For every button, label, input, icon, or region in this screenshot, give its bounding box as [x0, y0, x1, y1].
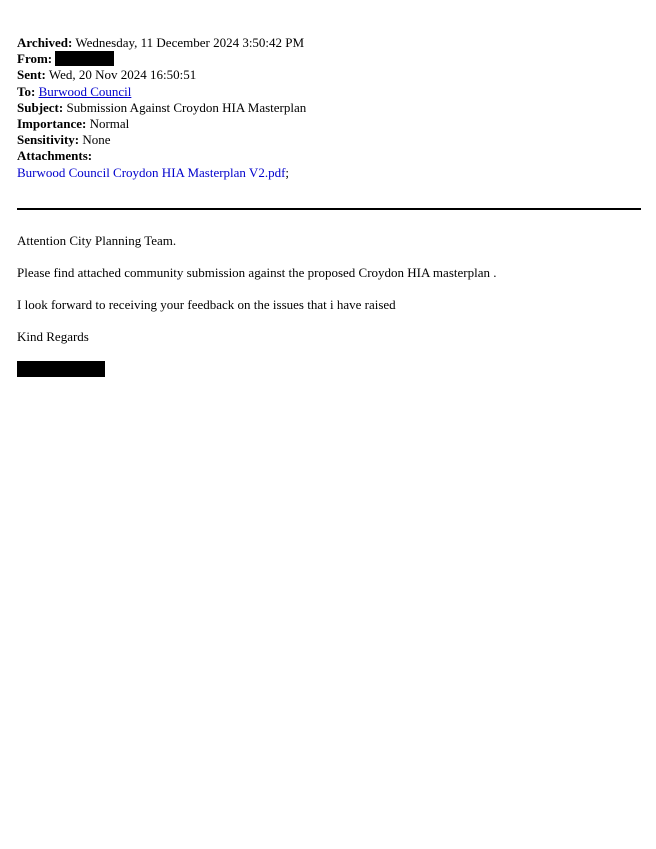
importance-value: Normal: [89, 116, 130, 132]
archived-row: [17, 35, 637, 51]
importance-label: Importance:: [17, 116, 87, 132]
sensitivity-value: None: [82, 132, 111, 148]
sent-value: Wed, 20 Nov 2024 16:50:51: [48, 67, 197, 83]
attachment-separator: ;: [285, 164, 290, 180]
closing-text: Kind Regards: [17, 329, 89, 344]
paragraph-1: Please find attached community submission against the proposed Croydon HIA masterplan .: [17, 265, 497, 280]
paragraph-2: I look forward to receiving your feedback on the issues that i have raised: [17, 297, 396, 312]
signature-redaction: [17, 361, 105, 377]
attachment-link[interactable]: Burwood Council Croydon HIA Masterplan V2.pdf: [17, 164, 286, 180]
sent-label: Sent:: [17, 67, 46, 83]
archived-label: Archived:: [17, 35, 73, 50]
to-row: [17, 84, 637, 100]
attachments-row: [17, 148, 637, 164]
header-divider: [17, 208, 641, 210]
to-recipient-link[interactable]: Burwood Council: [38, 83, 132, 99]
attachments-label: Attachments:: [17, 148, 93, 164]
subject-row: [17, 100, 637, 116]
subject-value: Submission Against Croydon HIA Masterplan: [66, 99, 307, 115]
to-label: To:: [17, 83, 36, 99]
sent-row: [17, 67, 637, 83]
attachment-list: [17, 165, 637, 181]
from-row: [17, 51, 637, 67]
email-header: [17, 35, 637, 181]
from-label: From:: [17, 51, 53, 67]
archived-value: Wednesday, 11 December 2024 3:50:42 PM: [75, 35, 305, 50]
greeting-text: Attention City Planning Team.: [17, 233, 177, 248]
subject-label: Subject:: [17, 99, 64, 115]
importance-row: [17, 116, 637, 132]
sensitivity-row: [17, 132, 637, 148]
sensitivity-label: Sensitivity:: [17, 132, 80, 148]
from-redaction: [55, 51, 114, 66]
